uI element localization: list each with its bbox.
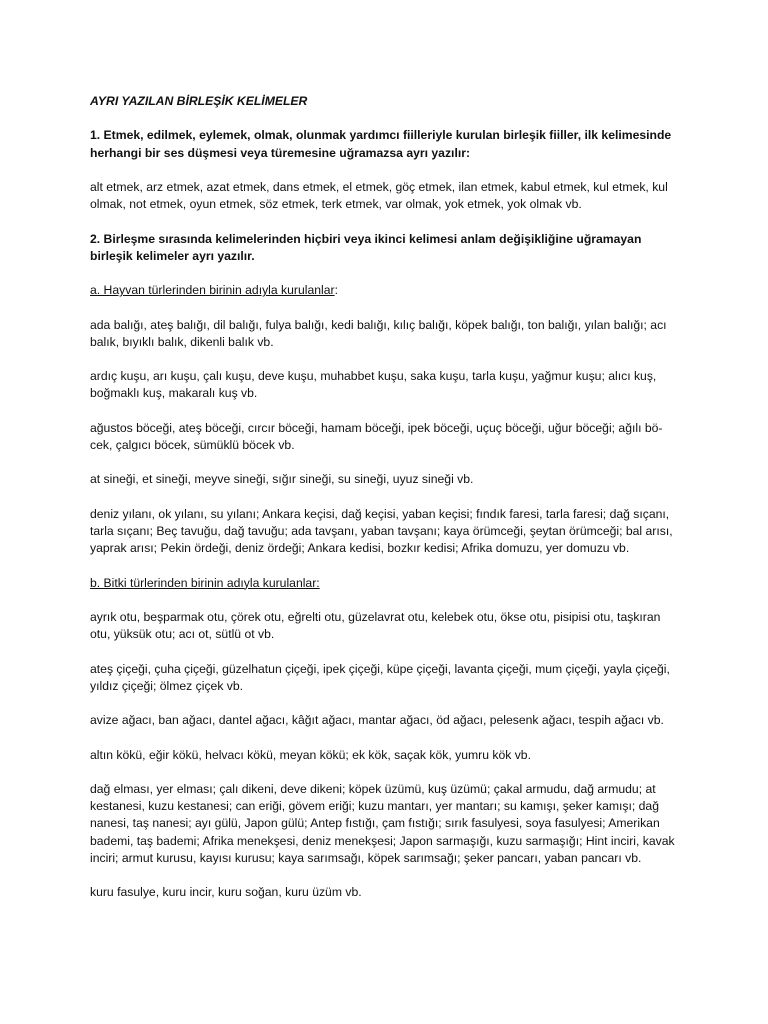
plant-paragraph-fruits: dağ elması, yer elması; çalı dikeni, deve dikeni; köpek üzümü, kuş üzümü; çakal armudu, dağ armudu; at kestanesi, kuzu kestanesi; can eriği, gövem eriği; kuzu mantarı, yer mantarı; su kamışı, şeker kamışı; dağ nanesi, taş nanesi; ayı gülü, Japon gülü; Antep fıstığı, çam fıstığı; sırık fasulyesi, soya fasulyesi; Amerikan bademi, taş bademi; Afrika menekşesi, deniz menekşesi; Japon sarmaşığı, kuzu sarmaşığı; Hint inciri, kavak inciri; armut kurusu, kayısı kurusu; kaya sarımsağı, köpek sarımsağı; şeker pancarı, yaban pancarı vb. (90, 781, 675, 865)
animal-paragraph-misc: deniz yılanı, ok yılanı, su yılanı; Ankara keçisi, dağ keçisi, yaban keçisi; fındık faresi, tarla faresi; dağ sıçanı, tarla sıçanı; Beç tavuğu, dağ tavuğu; ada tavşanı, yaban tavşanı; kaya örümceği, şeytan örümceği; bal arısı, yaprak arısı; Pekin ördeği, deniz ördeği; Ankara kedisi, bozkır kedisi; Afrika domuzu, yer domuzu vb. (90, 506, 673, 556)
plant-paragraph-dried: kuru fasulye, kuru incir, kuru soğan, kuru üzüm vb. (90, 885, 362, 900)
rule-1-examples: alt etmek, arz etmek, azat etmek, dans etmek, el etmek, göç etmek, ilan etmek, kabul etmek, kul etmek, kul olmak, not etmek, oyun etmek, söz etmek, terk etmek, var olmak, yok etmek, yok olmak vb. (90, 179, 668, 212)
document-page (90, 93, 680, 918)
animal-paragraph-birds: ardıç kuşu, arı kuşu, çalı kuşu, deve kuşu, muhabbet kuşu, saka kuşu, tarla kuşu, yağmur kuşu; alıcı kuş, boğmaklı kuş, makaralı kuş vb. (90, 369, 657, 401)
animal-paragraph-flies: at sineği, et sineği, meyve sineği, sığır sineği, su sineği, uyuz sineği vb. (90, 472, 474, 487)
animal-paragraph-fish: ada balığı, ateş balığı, dil balığı, fulya balığı, kedi balığı, kılıç balığı, köpek balığı, ton balığı, yılan balığı; acı balık, bıyıklı balık, dikenli balık vb. (90, 317, 667, 349)
plant-paragraph-flowers: ateş çiçeği, çuha çiçeği, güzelhatun çiçeği, ipek çiçeği, küpe çiçeği, lavanta çiçeği, mum çiçeği, yayla çiçeği, yıldız çiçeği; ölmez çiçek vb. (90, 661, 670, 693)
plant-paragraph-trees: avize ağacı, ban ağacı, dantel ağacı, kâğıt ağacı, mantar ağacı, öd ağacı, pelesenk ağacı, tespih ağacı vb. (90, 713, 664, 728)
rule-1-heading: 1. Etmek, edilmek, eylemek, olmak, olunmak yardımcı fiilleriyle kurulan birleşik fiiller, ilk kelimesinde herhangi bir ses düşmesi veya türemesine uğramazsa ayrı yazılır: (90, 128, 672, 160)
section-a-heading (90, 282, 680, 299)
plant-paragraph-herbs: ayrık otu, beşparmak otu, çörek otu, eğrelti otu, güzelavrat otu, kelebek otu, ökse otu, pisipisi otu, taşkıran otu, yüksük otu; acı ot, sütlü ot vb. (90, 609, 661, 642)
section-b-heading: b. Bitki türlerinden birinin adıyla kurulanlar: (90, 575, 320, 590)
animal-paragraph-insects: ağustos böceği, ateş böceği, cırcır böceği, hamam böceği, ipek böceği, uçuç böceği, uğur böceği; ağılı bö-cek, çalgıcı böcek, sümüklü böcek vb. (90, 420, 663, 452)
document-title: AYRI YAZILAN BİRLEŞİK KELİMELER (90, 94, 308, 108)
plant-paragraph-roots: altın kökü, eğir kökü, helvacı kökü, meyan kökü; ek kök, saçak kök, yumru kök vb. (90, 747, 531, 762)
rule-2-heading: 2. Birleşme sırasında kelimelerinden hiçbiri veya ikinci kelimesi anlam değişikliğine uğramayan birleşik kelimeler ayrı yazılır. (90, 231, 642, 263)
section-a-label: a. Hayvan türlerinden birinin adıyla kurulanlar (90, 283, 335, 298)
section-a-colon: : (334, 283, 338, 298)
